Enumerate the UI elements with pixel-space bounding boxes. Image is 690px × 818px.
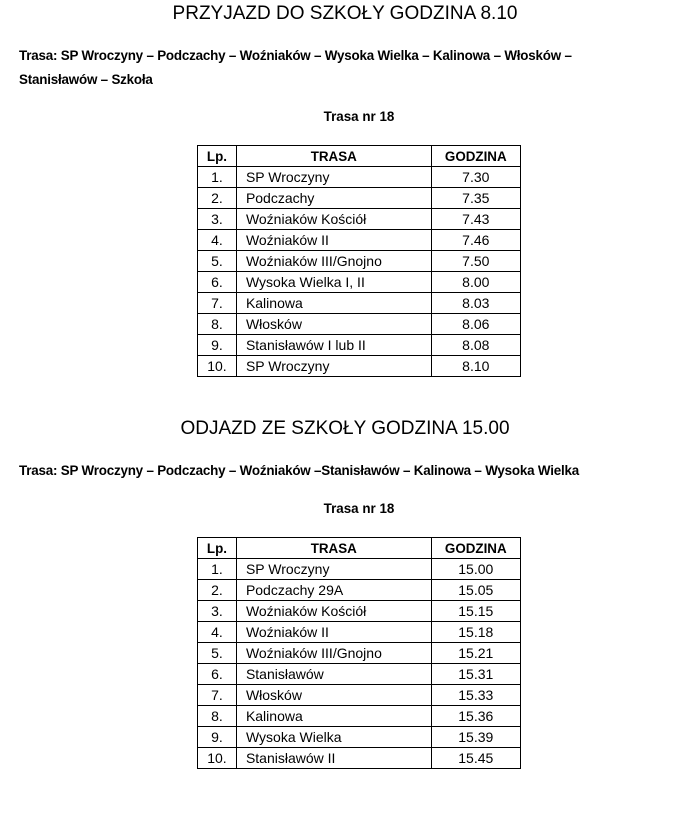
arrival-route-line-1: Trasa: SP Wroczyny – Podczachy – Woźniaków – Wysoka Wielka – Kalinowa – Włosków – bbox=[19, 48, 572, 63]
cell-lp: 9. bbox=[198, 335, 237, 356]
table-row bbox=[198, 601, 521, 622]
cell-lp: 1. bbox=[198, 559, 237, 580]
cell-trasa: Podczachy bbox=[236, 188, 431, 209]
cell-trasa: Woźniaków Kościół bbox=[236, 209, 431, 230]
cell-godzina: 15.36 bbox=[431, 706, 520, 727]
cell-lp: 6. bbox=[198, 272, 237, 293]
arrival-route-line-2: Stanisławów – Szkoła bbox=[19, 72, 153, 87]
table-header-row bbox=[198, 146, 521, 167]
column-header-trasa: TRASA bbox=[236, 146, 431, 167]
table-row bbox=[198, 356, 521, 377]
cell-lp: 4. bbox=[198, 622, 237, 643]
departure-route-description bbox=[19, 459, 679, 483]
column-header-lp: Lp. bbox=[198, 538, 237, 559]
departure-route-line-1: Trasa: SP Wroczyny – Podczachy – Woźniaków –Stanisławów – Kalinowa – Wysoka Wielka bbox=[19, 463, 579, 478]
cell-godzina: 15.15 bbox=[431, 601, 520, 622]
cell-godzina: 7.43 bbox=[431, 209, 520, 230]
cell-godzina: 7.46 bbox=[431, 230, 520, 251]
departure-title: ODJAZD ZE SZKOŁY GODZINA 15.00 bbox=[180, 418, 510, 439]
cell-trasa: Stanisławów bbox=[236, 664, 431, 685]
cell-trasa: Włosków bbox=[236, 685, 431, 706]
table-row bbox=[198, 643, 521, 664]
table-row bbox=[198, 748, 521, 769]
table-row bbox=[198, 727, 521, 748]
table-row bbox=[198, 314, 521, 335]
arrival-title: PRZYJAZD DO SZKOŁY GODZINA 8.10 bbox=[172, 3, 518, 24]
cell-godzina: 15.45 bbox=[431, 748, 520, 769]
cell-godzina: 15.31 bbox=[431, 664, 520, 685]
cell-lp: 10. bbox=[198, 356, 237, 377]
cell-godzina: 15.33 bbox=[431, 685, 520, 706]
cell-trasa: Podczachy 29A bbox=[236, 580, 431, 601]
cell-trasa: Wysoka Wielka I, II bbox=[236, 272, 431, 293]
cell-trasa: Wysoka Wielka bbox=[236, 727, 431, 748]
column-header-trasa: TRASA bbox=[236, 538, 431, 559]
column-header-godzina: GODZINA bbox=[431, 146, 520, 167]
departure-route-number: Trasa nr 18 bbox=[323, 501, 395, 516]
table-row bbox=[198, 664, 521, 685]
cell-trasa: SP Wroczyny bbox=[236, 167, 431, 188]
cell-godzina: 8.08 bbox=[431, 335, 520, 356]
cell-lp: 1. bbox=[198, 167, 237, 188]
table-row bbox=[198, 167, 521, 188]
cell-trasa: Woźniaków III/Gnojno bbox=[236, 251, 431, 272]
cell-trasa: Woźniaków III/Gnojno bbox=[236, 643, 431, 664]
cell-trasa: Woźniaków II bbox=[236, 230, 431, 251]
cell-trasa: Stanisławów I lub II bbox=[236, 335, 431, 356]
cell-lp: 2. bbox=[198, 580, 237, 601]
cell-lp: 6. bbox=[198, 664, 237, 685]
cell-trasa: Włosków bbox=[236, 314, 431, 335]
cell-godzina: 15.18 bbox=[431, 622, 520, 643]
table-row bbox=[198, 706, 521, 727]
cell-godzina: 15.00 bbox=[431, 559, 520, 580]
table-row bbox=[198, 188, 521, 209]
table-row bbox=[198, 622, 521, 643]
cell-godzina: 15.39 bbox=[431, 727, 520, 748]
table-row bbox=[198, 272, 521, 293]
table-row bbox=[198, 580, 521, 601]
cell-lp: 7. bbox=[198, 685, 237, 706]
cell-lp: 8. bbox=[198, 314, 237, 335]
cell-trasa: Woźniaków Kościół bbox=[236, 601, 431, 622]
cell-godzina: 8.00 bbox=[431, 272, 520, 293]
cell-trasa: Kalinowa bbox=[236, 706, 431, 727]
cell-lp: 5. bbox=[198, 251, 237, 272]
cell-lp: 2. bbox=[198, 188, 237, 209]
arrival-route-number: Trasa nr 18 bbox=[323, 109, 395, 124]
cell-lp: 5. bbox=[198, 643, 237, 664]
cell-lp: 9. bbox=[198, 727, 237, 748]
cell-godzina: 7.50 bbox=[431, 251, 520, 272]
cell-godzina: 7.30 bbox=[431, 167, 520, 188]
departure-schedule-table bbox=[197, 537, 521, 769]
cell-trasa: Kalinowa bbox=[236, 293, 431, 314]
arrival-route-description bbox=[19, 44, 679, 92]
column-header-godzina: GODZINA bbox=[431, 538, 520, 559]
cell-godzina: 7.35 bbox=[431, 188, 520, 209]
table-row bbox=[198, 685, 521, 706]
table-row bbox=[198, 559, 521, 580]
column-header-lp: Lp. bbox=[198, 146, 237, 167]
cell-lp: 3. bbox=[198, 601, 237, 622]
cell-lp: 7. bbox=[198, 293, 237, 314]
cell-godzina: 15.21 bbox=[431, 643, 520, 664]
cell-godzina: 15.05 bbox=[431, 580, 520, 601]
cell-godzina: 8.03 bbox=[431, 293, 520, 314]
cell-lp: 8. bbox=[198, 706, 237, 727]
cell-lp: 3. bbox=[198, 209, 237, 230]
cell-trasa: SP Wroczyny bbox=[236, 356, 431, 377]
cell-godzina: 8.10 bbox=[431, 356, 520, 377]
table-row bbox=[198, 230, 521, 251]
arrival-schedule-table bbox=[197, 145, 521, 377]
cell-trasa: Woźniaków II bbox=[236, 622, 431, 643]
cell-lp: 10. bbox=[198, 748, 237, 769]
table-row bbox=[198, 209, 521, 230]
table-row bbox=[198, 335, 521, 356]
cell-godzina: 8.06 bbox=[431, 314, 520, 335]
cell-trasa: SP Wroczyny bbox=[236, 559, 431, 580]
cell-lp: 4. bbox=[198, 230, 237, 251]
table-row bbox=[198, 251, 521, 272]
cell-trasa: Stanisławów II bbox=[236, 748, 431, 769]
table-row bbox=[198, 293, 521, 314]
table-header-row bbox=[198, 538, 521, 559]
